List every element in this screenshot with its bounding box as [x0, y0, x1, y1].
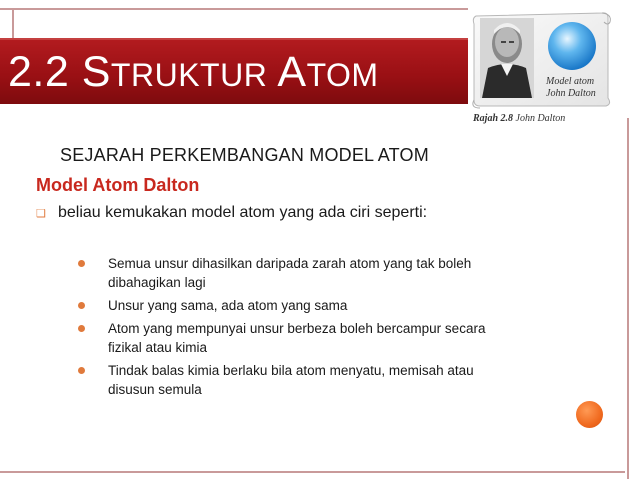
- point-line2: fizikal atau kimia: [108, 340, 208, 355]
- intro-text: beliau kemukakan model atom yang ada ciri seperti:: [58, 204, 428, 221]
- image-label-line1: Model atom: [546, 76, 595, 87]
- title-word2-initial: A: [277, 48, 307, 96]
- bullet-dot-icon: [78, 302, 85, 309]
- caption-name: John Dalton: [515, 113, 566, 124]
- slide-title: [8, 48, 379, 99]
- point-line1: Atom yang mempunyai unsur berbeza boleh bercampur secara: [108, 321, 486, 336]
- bullet-icon: ❑: [36, 208, 46, 220]
- subheading: Model Atom Dalton: [36, 175, 200, 195]
- point-line2: dibahagikan lagi: [108, 275, 206, 290]
- frame-bottom-line: [0, 471, 625, 473]
- list-item: [78, 319, 548, 357]
- dalton-scroll-image: [468, 10, 614, 110]
- point-line2: disusun semula: [108, 382, 202, 397]
- image-label-line2: John Dalton: [546, 88, 596, 99]
- intro-bullet: [36, 204, 427, 222]
- list-item: [78, 296, 548, 315]
- list-item: [78, 254, 548, 292]
- decorative-orange-circle: [576, 401, 603, 428]
- image-caption: [473, 113, 565, 124]
- atom-sphere-icon: [548, 22, 596, 70]
- title-word1-initial: S: [81, 48, 111, 96]
- title-bar: [0, 38, 468, 104]
- bullet-dot-icon: [78, 260, 85, 267]
- section-heading: SEJARAH PERKEMBANGAN MODEL ATOM: [60, 145, 429, 165]
- frame-top-line: [0, 8, 468, 10]
- point-line1: Unsur yang sama, ada atom yang sama: [108, 298, 348, 313]
- list-item: [78, 361, 548, 399]
- title-word2-rest: TOM: [306, 57, 379, 93]
- point-line1: Semua unsur dihasilkan daripada zarah atom yang tak boleh: [108, 256, 472, 271]
- title-word1-rest: TRUKTUR: [110, 57, 268, 93]
- bullet-dot-icon: [78, 367, 85, 374]
- points-list: [78, 254, 548, 399]
- title-number: 2.2: [8, 48, 70, 96]
- bullet-dot-icon: [78, 325, 85, 332]
- point-line1: Tindak balas kimia berlaku bila atom menyatu, memisah atau: [108, 363, 474, 378]
- frame-left-line: [12, 8, 14, 38]
- frame-right-line: [627, 118, 629, 479]
- caption-ref: Rajah 2.8: [473, 113, 514, 124]
